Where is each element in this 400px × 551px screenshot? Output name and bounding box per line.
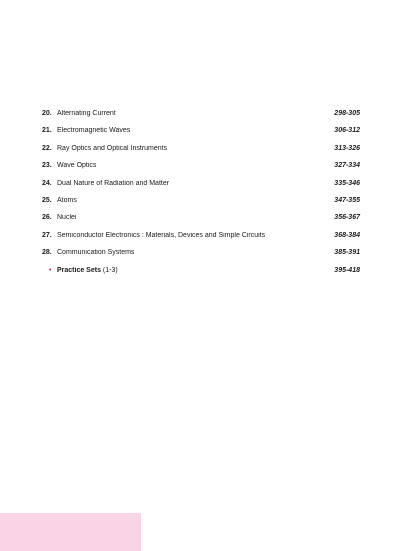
chapter-number: 24. bbox=[42, 179, 52, 187]
page-range: 335-346 bbox=[334, 179, 360, 187]
chapter-title: Semiconductor Electronics : Materials, Devices and Simple Circuits bbox=[57, 231, 266, 239]
chapter-number: 28. bbox=[42, 249, 52, 257]
chapter-title: Ray Optics and Optical Instruments bbox=[57, 144, 168, 152]
toc-entry[interactable] bbox=[42, 214, 360, 231]
toc-entry[interactable] bbox=[42, 110, 360, 127]
chapter-title: Nuclei bbox=[57, 214, 77, 222]
page-range: 385-391 bbox=[334, 249, 360, 257]
page-range: 327-334 bbox=[334, 162, 360, 170]
toc-entry[interactable] bbox=[42, 145, 360, 162]
table-of-contents bbox=[42, 110, 360, 284]
chapter-title: Wave Optics bbox=[57, 162, 97, 170]
chapter-number: 27. bbox=[42, 231, 52, 239]
chapter-title: Alternating Current bbox=[57, 110, 116, 117]
page-range: 306-312 bbox=[334, 127, 360, 135]
chapter-number: 25. bbox=[42, 196, 52, 204]
chapter-title: Dual Nature of Radiation and Matter bbox=[57, 179, 170, 187]
page-range: 298-305 bbox=[334, 110, 360, 117]
toc-entry[interactable] bbox=[42, 249, 360, 266]
page-range: 356-367 bbox=[334, 214, 360, 222]
practice-sets-title bbox=[57, 267, 326, 274]
chapter-number: 26. bbox=[42, 214, 52, 222]
page-range: 313-326 bbox=[334, 144, 360, 152]
decorative-pink-block bbox=[0, 513, 141, 551]
chapter-title: Communication Systems bbox=[57, 249, 135, 257]
chapter-title: Electromagnetic Waves bbox=[57, 127, 131, 135]
page-range: 347-355 bbox=[334, 196, 360, 204]
page-range: 368-384 bbox=[334, 231, 360, 239]
practice-sets-range: (1-3) bbox=[100, 266, 118, 274]
chapter-number: 22. bbox=[42, 144, 52, 152]
toc-entry[interactable] bbox=[42, 162, 360, 179]
page-range: 395-418 bbox=[334, 266, 360, 274]
practice-sets-label: Practice Sets bbox=[57, 266, 101, 274]
toc-entry[interactable] bbox=[42, 127, 360, 144]
chapter-number: 21. bbox=[42, 127, 52, 135]
chapter-number: 20. bbox=[42, 110, 52, 117]
chapter-title: Atoms bbox=[57, 196, 77, 204]
bullet-icon: • bbox=[49, 266, 52, 274]
toc-entry[interactable] bbox=[42, 180, 360, 197]
chapter-number: 23. bbox=[42, 162, 52, 170]
toc-entry[interactable] bbox=[42, 197, 360, 214]
toc-entry-practice-sets[interactable] bbox=[42, 267, 360, 284]
toc-entry[interactable] bbox=[42, 232, 360, 249]
